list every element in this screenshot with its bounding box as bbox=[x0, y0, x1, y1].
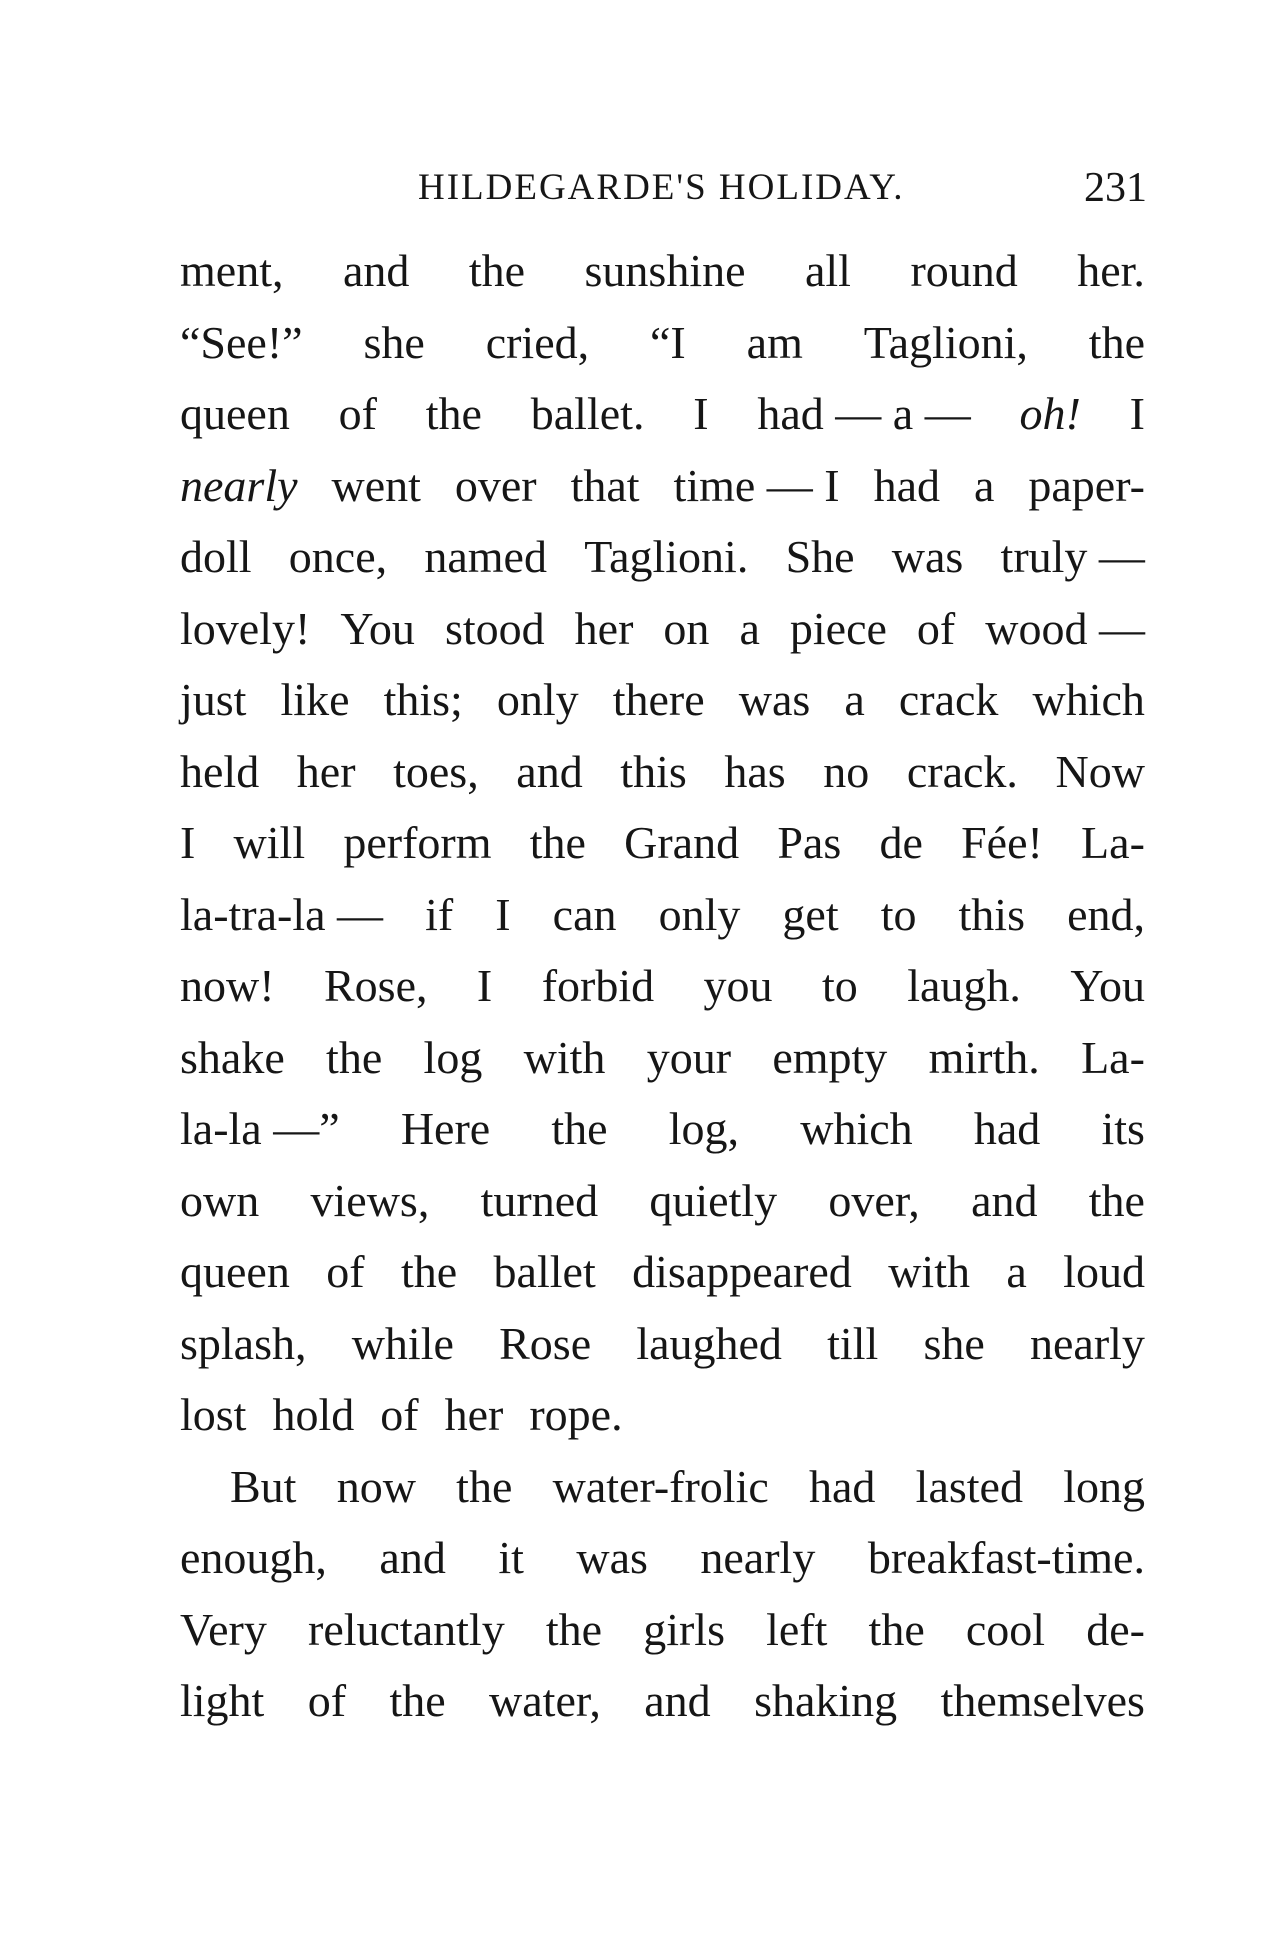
word: long bbox=[1063, 1460, 1145, 1512]
text-line bbox=[180, 1451, 1145, 1523]
word: like bbox=[280, 674, 350, 725]
word: and bbox=[971, 1174, 1038, 1226]
word: which bbox=[1032, 674, 1145, 725]
word: and bbox=[379, 1532, 446, 1583]
text-line bbox=[180, 1308, 1145, 1380]
word: had bbox=[809, 1460, 876, 1512]
word: oh! bbox=[1019, 388, 1081, 439]
word: enough, bbox=[180, 1532, 327, 1583]
word: themselves bbox=[940, 1675, 1145, 1726]
word: her bbox=[444, 1389, 504, 1440]
word: no bbox=[823, 745, 870, 797]
word: stood bbox=[444, 602, 545, 654]
word: I bbox=[495, 888, 511, 940]
word: Pas bbox=[777, 817, 842, 868]
word: the bbox=[389, 1675, 446, 1726]
word: there bbox=[612, 674, 705, 725]
word: “See!” bbox=[180, 316, 303, 368]
text-line bbox=[180, 1165, 1145, 1237]
word: mirth. bbox=[928, 1031, 1040, 1083]
word: had bbox=[973, 1103, 1041, 1154]
text-line bbox=[180, 879, 1145, 951]
text-line bbox=[180, 450, 1145, 522]
word: breakfast-time. bbox=[867, 1532, 1145, 1583]
word: that bbox=[570, 459, 640, 511]
word: I bbox=[1129, 388, 1145, 439]
word: had — a — bbox=[757, 388, 971, 439]
word: lasted bbox=[915, 1460, 1023, 1512]
word: shaking bbox=[754, 1675, 898, 1726]
word: over, bbox=[828, 1174, 920, 1226]
word: water, bbox=[489, 1675, 601, 1726]
word: to bbox=[821, 960, 858, 1011]
word: of bbox=[307, 1675, 347, 1726]
word: log bbox=[423, 1031, 483, 1083]
text-line bbox=[180, 307, 1145, 379]
text-line bbox=[180, 235, 1145, 307]
word: this; bbox=[383, 674, 463, 725]
word: forbid bbox=[541, 960, 655, 1011]
word: and bbox=[516, 745, 583, 797]
word: over bbox=[454, 459, 537, 511]
word: queen bbox=[180, 388, 290, 439]
word: which bbox=[800, 1103, 913, 1154]
word: sunshine bbox=[584, 245, 746, 296]
word: the bbox=[425, 388, 482, 439]
word: You bbox=[340, 602, 415, 654]
text-line bbox=[180, 1093, 1145, 1165]
word: la-la —” bbox=[180, 1103, 340, 1154]
word: crack. bbox=[906, 745, 1018, 797]
word: Taglioni, bbox=[863, 316, 1028, 368]
text-line bbox=[180, 1522, 1145, 1594]
word: of bbox=[326, 1246, 365, 1297]
word: her. bbox=[1077, 245, 1145, 296]
text-line bbox=[180, 1236, 1145, 1308]
word: I bbox=[693, 388, 709, 439]
word: of bbox=[916, 602, 956, 654]
word: splash, bbox=[180, 1317, 307, 1369]
word: your bbox=[646, 1031, 732, 1083]
word: has bbox=[724, 745, 786, 797]
word: held bbox=[180, 745, 260, 797]
word: laughed bbox=[636, 1317, 782, 1369]
word: de- bbox=[1086, 1603, 1145, 1655]
word: if bbox=[425, 888, 454, 940]
word: had bbox=[873, 459, 941, 511]
word: La- bbox=[1081, 817, 1145, 868]
word: this bbox=[620, 745, 687, 797]
word: paper- bbox=[1028, 459, 1145, 511]
word: water-frolic bbox=[552, 1460, 769, 1512]
text-line bbox=[180, 1379, 1145, 1451]
text-line bbox=[180, 950, 1145, 1022]
word: “I bbox=[650, 316, 686, 368]
word: crack bbox=[898, 674, 999, 725]
word: nearly bbox=[700, 1532, 816, 1583]
text-line bbox=[180, 1022, 1145, 1094]
word: a bbox=[844, 674, 865, 725]
word: wood — bbox=[985, 602, 1145, 654]
word: can bbox=[552, 888, 617, 940]
word: Rose, bbox=[323, 960, 428, 1011]
word: with bbox=[888, 1246, 970, 1297]
word: its bbox=[1101, 1103, 1145, 1154]
word: and bbox=[342, 245, 410, 296]
word: the bbox=[1088, 316, 1145, 368]
word: rope. bbox=[529, 1389, 623, 1440]
word: log, bbox=[668, 1103, 740, 1154]
body-text bbox=[180, 235, 1145, 1737]
word: with bbox=[523, 1031, 606, 1083]
word: perform bbox=[343, 817, 492, 868]
text-line bbox=[180, 521, 1145, 593]
word: will bbox=[233, 817, 306, 868]
word: her bbox=[296, 745, 356, 797]
text-line bbox=[180, 736, 1145, 808]
text-line bbox=[180, 378, 1145, 450]
word: it bbox=[498, 1532, 524, 1583]
word: left bbox=[766, 1603, 828, 1655]
word: lost bbox=[180, 1389, 247, 1440]
word: doll bbox=[180, 531, 252, 582]
word: ballet. bbox=[530, 388, 645, 439]
word: Here bbox=[400, 1103, 491, 1154]
word: was bbox=[738, 674, 811, 725]
word: went bbox=[331, 459, 421, 511]
word: she bbox=[363, 316, 425, 368]
word: ment, bbox=[180, 245, 284, 296]
word: cried, bbox=[485, 316, 590, 368]
word: Rose bbox=[499, 1317, 592, 1369]
word: own bbox=[180, 1174, 260, 1226]
text-line bbox=[180, 593, 1145, 665]
word: Grand bbox=[624, 817, 740, 868]
word: end, bbox=[1067, 888, 1145, 940]
word: the bbox=[529, 817, 586, 868]
word: while bbox=[351, 1317, 454, 1369]
word: she bbox=[923, 1317, 985, 1369]
word: now bbox=[336, 1460, 416, 1512]
word: lovely! bbox=[180, 602, 311, 654]
word: de bbox=[879, 817, 923, 868]
word: and bbox=[644, 1675, 711, 1726]
word: a bbox=[739, 602, 760, 654]
word: a bbox=[1006, 1246, 1027, 1297]
word: ballet bbox=[493, 1246, 596, 1297]
word: But bbox=[230, 1460, 297, 1512]
word: truly — bbox=[1000, 531, 1145, 582]
text-line bbox=[180, 1594, 1145, 1666]
word: time — I bbox=[673, 459, 840, 511]
word: am bbox=[746, 316, 803, 368]
word: laugh. bbox=[907, 960, 1021, 1011]
word: I bbox=[476, 960, 493, 1011]
word: get bbox=[782, 888, 839, 940]
word: this bbox=[958, 888, 1025, 940]
word: on bbox=[663, 602, 710, 654]
word: views, bbox=[310, 1174, 430, 1226]
word: round bbox=[910, 245, 1018, 296]
word: just bbox=[180, 674, 247, 725]
word: once, bbox=[288, 531, 388, 582]
word: la-tra-la — bbox=[180, 888, 384, 940]
word: all bbox=[804, 245, 851, 296]
word: the bbox=[545, 1603, 603, 1655]
word: reluctantly bbox=[308, 1603, 505, 1655]
word: only bbox=[496, 674, 579, 725]
word: of bbox=[338, 388, 377, 439]
word: a bbox=[973, 459, 995, 511]
word: Fée! bbox=[961, 817, 1043, 868]
word: loud bbox=[1063, 1246, 1145, 1297]
word: the bbox=[326, 1031, 383, 1083]
word: you bbox=[703, 960, 773, 1011]
word: her bbox=[574, 602, 634, 654]
word: named bbox=[424, 531, 547, 582]
word: to bbox=[880, 888, 917, 940]
word: of bbox=[380, 1389, 419, 1440]
word: piece bbox=[789, 602, 887, 654]
word: nearly bbox=[180, 459, 298, 511]
word: Very bbox=[180, 1603, 267, 1655]
word: Taglioni. bbox=[584, 531, 749, 582]
page-number: 231 bbox=[1084, 165, 1147, 211]
word: shake bbox=[180, 1031, 285, 1083]
word: till bbox=[827, 1317, 879, 1369]
running-title: HILDEGARDE'S HOLIDAY. bbox=[418, 167, 905, 208]
word: the bbox=[456, 1460, 513, 1512]
word: Now bbox=[1055, 745, 1145, 797]
word: She bbox=[785, 531, 855, 582]
word: nearly bbox=[1030, 1317, 1145, 1369]
word: now! bbox=[180, 960, 275, 1011]
word: girls bbox=[643, 1603, 725, 1655]
text-line bbox=[180, 1665, 1145, 1737]
word: disappeared bbox=[632, 1246, 852, 1297]
word: You bbox=[1070, 960, 1145, 1011]
word: cool bbox=[965, 1603, 1046, 1655]
word: was bbox=[576, 1532, 648, 1583]
word: La- bbox=[1081, 1031, 1145, 1083]
text-line bbox=[180, 664, 1145, 736]
word: the bbox=[400, 1246, 458, 1297]
word: empty bbox=[772, 1031, 888, 1083]
word: was bbox=[891, 531, 964, 582]
word: turned bbox=[480, 1174, 599, 1226]
word: the bbox=[1088, 1174, 1145, 1226]
word: I bbox=[180, 817, 196, 868]
word: toes, bbox=[393, 745, 479, 797]
text-line bbox=[180, 807, 1145, 879]
word: light bbox=[180, 1675, 265, 1726]
word: the bbox=[868, 1603, 925, 1655]
word: the bbox=[468, 245, 526, 296]
running-head bbox=[180, 158, 1147, 218]
word: only bbox=[658, 888, 741, 940]
word: queen bbox=[180, 1246, 290, 1297]
word: hold bbox=[272, 1389, 355, 1440]
word: the bbox=[551, 1103, 608, 1154]
word: quietly bbox=[649, 1174, 778, 1226]
